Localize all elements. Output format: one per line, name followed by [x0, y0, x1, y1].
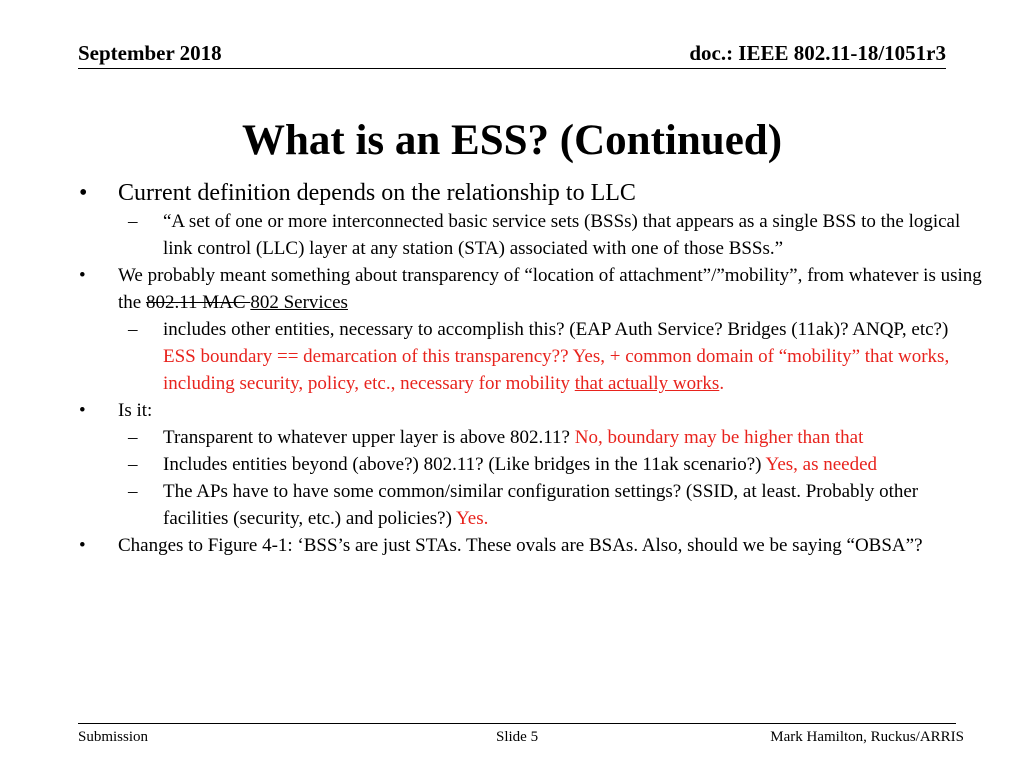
bullet-marker: • — [79, 400, 86, 421]
sub-bullet-text: Includes entities beyond (above?) 802.11? (Like bridges in the 11ak scenario?) — [163, 454, 766, 475]
sub-bullet-3-2 — [72, 451, 982, 478]
sub-bullet-3-1 — [72, 424, 982, 451]
footer-submission: Submission — [78, 729, 149, 745]
sub-bullet-text: “A set of one or more interconnected basic service sets (BSSs) that appears as a single BSS to the logical link control (LLC) layer at any station (STA) associated with one of those BSSs.” — [163, 211, 961, 259]
note-text: ESS boundary == demarcation of this transparency?? Yes, + common domain of “mobility” that works, including security, policy, etc., necessary for mobility — [163, 346, 950, 394]
header-doc-id: doc.: IEEE 802.11-18/1051r3 — [689, 41, 946, 65]
dash-marker: – — [128, 481, 138, 502]
note-end: . — [719, 373, 725, 394]
sub-bullet-3-3 — [72, 478, 982, 532]
bullet-marker: • — [79, 535, 86, 556]
slide-title: What is an ESS? (Continued) — [241, 117, 783, 164]
dash-marker: – — [128, 427, 138, 448]
inserted-text: 802 Services — [250, 292, 348, 313]
struck-text: 802.11 MAC — [145, 292, 251, 313]
note-underlined-text: that actually works — [574, 373, 720, 394]
sub-bullet-text: includes other entities, necessary to accomplish this? (EAP Auth Service? Bridges (11ak)? ANQP, etc?) — [163, 319, 949, 340]
sub-bullet-text: The APs have to have some common/similar configuration settings? (SSID, at least. Probably other facilities (security, etc.) and policies?) — [163, 481, 919, 529]
answer-text: Yes. — [455, 508, 489, 529]
bullet-text: We probably meant something about transparency of “location of attachment”/”mobility”, from whatever is using the — [118, 265, 982, 313]
footer-divider — [78, 723, 956, 724]
bullet-3 — [72, 397, 982, 424]
bullet-4 — [72, 532, 982, 559]
dash-marker: – — [128, 454, 138, 475]
answer-text: Yes, as needed — [765, 454, 878, 475]
bullet-text: Is it: — [118, 400, 153, 421]
footer-author: Mark Hamilton, Ruckus/ARRIS — [770, 729, 964, 745]
bullet-marker: • — [79, 265, 86, 286]
footer-slide-number: Slide 5 — [496, 729, 539, 745]
dash-marker: – — [128, 319, 138, 340]
bullet-text: Current definition depends on the relationship to LLC — [118, 180, 636, 206]
bullet-2 — [72, 262, 982, 316]
slide-body — [72, 178, 982, 559]
sub-bullet-2-1-note — [72, 343, 982, 397]
bullet-marker: • — [79, 180, 88, 206]
bullet-1 — [72, 178, 982, 208]
header-divider — [78, 68, 946, 69]
sub-bullet-1-1 — [72, 208, 982, 262]
bullet-text: Changes to Figure 4-1: ‘BSS’s are just STAs. These ovals are BSAs. Also, should we be saying “OBSA”? — [118, 535, 923, 556]
sub-bullet-text: Transparent to whatever upper layer is above 802.11? — [163, 427, 575, 448]
header-date: September 2018 — [78, 41, 222, 65]
dash-marker: – — [128, 211, 138, 232]
sub-bullet-2-1 — [72, 316, 982, 343]
answer-text: No, boundary may be higher than that — [574, 427, 864, 448]
